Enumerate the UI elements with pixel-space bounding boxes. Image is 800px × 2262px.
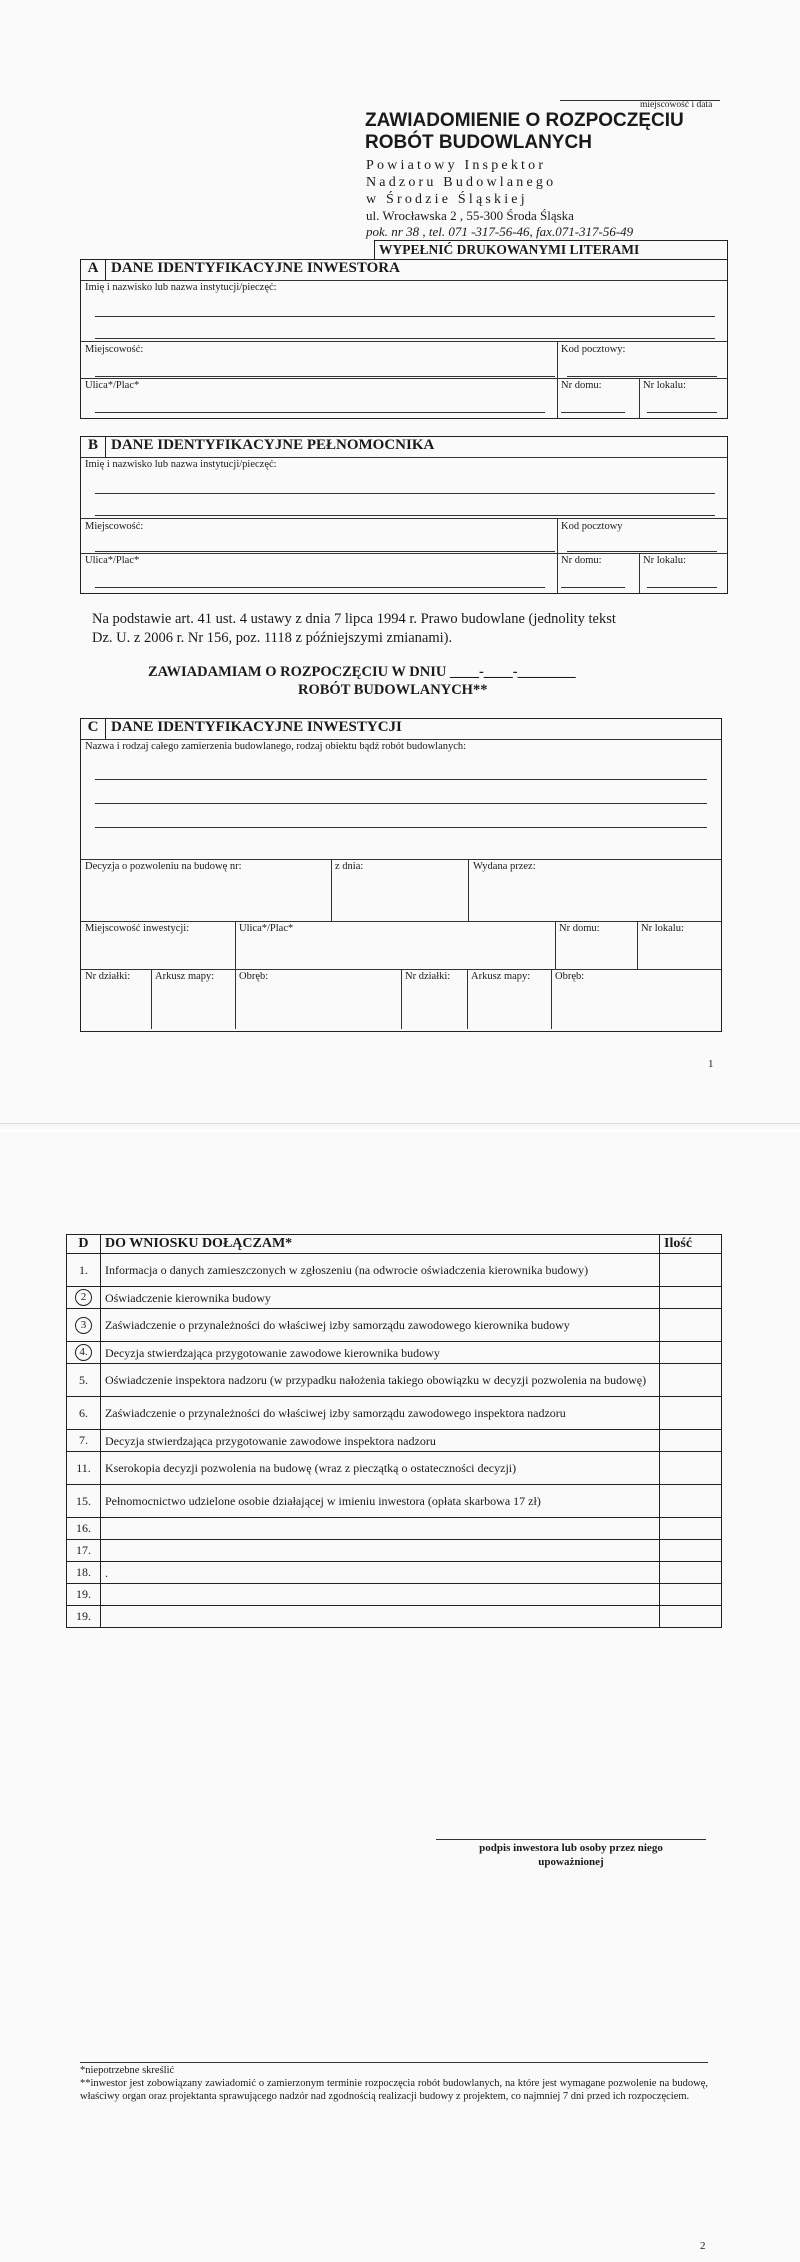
attachment-quantity-field[interactable] xyxy=(660,1309,722,1342)
attachment-row xyxy=(67,1397,722,1430)
footnote-2: **inwestor jest zobowiązany zawiadomić o zamierzonym terminie rozpoczęcia robót budowlanych, na które jest wymagane pozwolenie na budowę, właściwy organ oraz projektanta sprawującego nadzór nad zgodnością realizacji budowy z projektem, co najmniej 7 dni przed ich rozpoczęciem. xyxy=(80,2078,708,2102)
investor-name-field-2[interactable] xyxy=(95,338,715,339)
plot-number-label-1: Nr działki: xyxy=(85,971,131,982)
investment-city-label: Miejscowość inwestycji: xyxy=(85,923,190,934)
authority-line-2: Nadzoru Budowlanego xyxy=(366,175,557,190)
attachments-table xyxy=(66,1234,722,1628)
section-b-title: DANE IDENTYFIKACYJNE PEŁNOMOCNIKA xyxy=(111,437,435,453)
investment-scope-field-3[interactable] xyxy=(95,827,707,828)
attachment-number-text: 18. xyxy=(75,1565,91,1579)
investor-street-field[interactable] xyxy=(95,412,545,413)
permit-date-label: z dnia: xyxy=(335,861,364,872)
attachment-number xyxy=(67,1254,101,1287)
investor-house-field[interactable] xyxy=(561,412,625,413)
fill-note-box xyxy=(374,240,728,260)
footnote-1: *niepotrzebne skreślić xyxy=(80,2065,175,2076)
attachment-quantity-field[interactable] xyxy=(660,1397,722,1430)
proxy-name-field[interactable] xyxy=(95,493,715,494)
section-a-letter: A xyxy=(81,260,106,281)
attachment-row xyxy=(67,1485,722,1518)
start-notice-line[interactable]: ZAWIADAMIAM O ROZPOCZĘCIU W DNIU ____-____-________ xyxy=(148,664,576,680)
attachment-description: Zaświadczenie o przynależności do właściwej izby samorządu zawodowego kierownika budowy xyxy=(100,1309,659,1342)
investor-flat-label: Nr lokalu: xyxy=(643,380,686,391)
precinct-label-2: Obręb: xyxy=(555,971,585,982)
page-number-2: 2 xyxy=(700,2240,706,2252)
attachment-description: Decyzja stwierdzająca przygotowanie zawodowe kierownika budowy xyxy=(100,1342,659,1364)
footnote-separator xyxy=(80,2062,708,2063)
precinct-label-1: Obręb: xyxy=(239,971,269,982)
attachment-number-text: 19. xyxy=(75,1587,91,1601)
legal-basis xyxy=(92,610,732,648)
attachment-row xyxy=(67,1540,722,1562)
attachment-quantity-field[interactable] xyxy=(660,1518,722,1540)
proxy-name-field-2[interactable] xyxy=(95,515,715,516)
title-line-2: ROBÓT BUDOWLANYCH xyxy=(365,132,592,153)
attachment-quantity-field[interactable] xyxy=(660,1562,722,1584)
authority-address: ul. Wrocławska 2 , 55-300 Środa Śląska xyxy=(366,208,574,223)
attachment-description: . xyxy=(100,1562,659,1584)
attachment-number-circled: 2 xyxy=(75,1289,92,1306)
start-notice-line-2: ROBÓT BUDOWLANYCH** xyxy=(298,682,488,698)
attachment-number-text: 17. xyxy=(75,1543,91,1557)
investment-scope-field-1[interactable] xyxy=(95,779,707,780)
section-d-title: DO WNIOSKU DOŁĄCZAM* xyxy=(100,1235,659,1254)
attachment-number-text: 16. xyxy=(75,1521,91,1535)
attachment-row xyxy=(67,1584,722,1606)
proxy-house-field[interactable] xyxy=(561,587,625,588)
proxy-house-label: Nr domu: xyxy=(561,555,602,566)
signature-line[interactable] xyxy=(436,1839,706,1840)
authority-contact: pok. nr 38 , tel. 071 -317-56-46, fax.071-317-56-49 xyxy=(366,224,634,239)
proxy-city-label: Miejscowość: xyxy=(85,521,144,532)
attachment-quantity-field[interactable] xyxy=(660,1287,722,1309)
attachment-number xyxy=(67,1584,101,1606)
title-line-1: ZAWIADOMIENIE O ROZPOCZĘCIU xyxy=(365,110,684,131)
footnotes xyxy=(80,2064,708,2103)
investor-house-label: Nr domu: xyxy=(561,380,602,391)
proxy-postal-field[interactable] xyxy=(567,551,717,552)
attachment-row xyxy=(67,1254,722,1287)
investment-scope-label: Nazwa i rodzaj całego zamierzenia budowlanego, rodzaj obiektu bądź robót budowlanych: xyxy=(85,741,467,752)
attachment-description: Oświadczenie kierownika budowy xyxy=(100,1287,659,1309)
attachment-number xyxy=(67,1364,101,1397)
investor-street-label: Ulica*/Plac* xyxy=(85,380,140,391)
investment-flat-label: Nr lokalu: xyxy=(641,923,684,934)
attachment-description: Zaświadczenie o przynależności do właściwej izby samorządu zawodowego inspektora nadzoru xyxy=(100,1397,659,1430)
authority-line-1: Powiatowy Inspektor xyxy=(366,158,547,173)
legal-line-1: Na podstawie art. 41 ust. 4 ustawy z dnia 7 lipca 1994 r. Prawo budowlane (jednolity tekst xyxy=(92,611,616,627)
attachments-header-row xyxy=(67,1235,722,1254)
section-d-letter: D xyxy=(67,1235,101,1254)
attachment-row xyxy=(67,1287,722,1309)
attachment-description xyxy=(100,1540,659,1562)
attachment-number xyxy=(67,1562,101,1584)
authority-line-3: w Środzie Śląskiej xyxy=(366,192,528,207)
attachment-description: Informacja o danych zamieszczonych w zgłoszeniu (na odwrocie oświadczenia kierownika budowy) xyxy=(100,1254,659,1287)
section-c-title: DANE IDENTYFIKACYJNE INWESTYCJI xyxy=(111,719,402,735)
attachment-number-text: 5. xyxy=(78,1372,88,1387)
attachment-description: Kserokopia decyzji pozwolenia na budowę (wraz z pieczątką o ostateczności decyzji) xyxy=(100,1452,659,1485)
attachment-description xyxy=(100,1606,659,1628)
section-c xyxy=(80,718,722,1032)
attachment-quantity-field[interactable] xyxy=(660,1430,722,1452)
attachment-number xyxy=(67,1606,101,1628)
attachment-quantity-field[interactable] xyxy=(660,1584,722,1606)
attachment-number-text: 7. xyxy=(78,1433,88,1447)
attachment-row xyxy=(67,1430,722,1452)
attachment-row xyxy=(67,1518,722,1540)
attachment-number-text: 11. xyxy=(76,1460,91,1475)
attachment-number xyxy=(67,1430,101,1452)
attachment-row xyxy=(67,1309,722,1342)
investment-house-label: Nr domu: xyxy=(559,923,600,934)
page-number-1: 1 xyxy=(708,1058,714,1070)
proxy-street-label: Ulica*/Plac* xyxy=(85,555,140,566)
section-a-title: DANE IDENTYFIKACYJNE INWESTORA xyxy=(111,260,400,276)
attachment-quantity-field[interactable] xyxy=(660,1364,722,1397)
attachment-number-text: 1. xyxy=(78,1262,88,1277)
section-a xyxy=(80,259,728,419)
attachment-number xyxy=(67,1287,101,1309)
attachment-quantity-field[interactable] xyxy=(660,1485,722,1518)
attachment-row xyxy=(67,1562,722,1584)
attachment-row xyxy=(67,1452,722,1485)
attachment-quantity-field[interactable] xyxy=(660,1606,722,1628)
attachment-number xyxy=(67,1397,101,1430)
plot-number-label-2: Nr działki: xyxy=(405,971,451,982)
investor-flat-field[interactable] xyxy=(647,412,717,413)
fill-note-text: WYPEŁNIĆ DRUKOWANYMI LITERAMI xyxy=(379,242,640,257)
attachment-quantity-field[interactable] xyxy=(660,1254,722,1287)
attachment-number-circled: 3 xyxy=(75,1317,92,1334)
attachment-number-text: 19. xyxy=(75,1609,91,1623)
attachment-number-text: 6. xyxy=(78,1405,88,1420)
page-separator xyxy=(0,1123,800,1132)
attachment-description xyxy=(100,1518,659,1540)
section-b-letter: B xyxy=(81,437,106,458)
investor-city-field[interactable] xyxy=(95,376,555,377)
attachment-quantity-field[interactable] xyxy=(660,1342,722,1364)
attachment-description: Oświadczenie inspektora nadzoru (w przypadku nałożenia takiego obowiązku w decyzji pozwolenia na budowę) xyxy=(100,1364,659,1397)
investment-street-label: Ulica*/Plac* xyxy=(239,923,294,934)
investor-postal-label: Kod pocztowy: xyxy=(561,344,626,355)
proxy-street-field[interactable] xyxy=(95,587,545,588)
map-sheet-label-2: Arkusz mapy: xyxy=(471,971,531,982)
attachment-quantity-field[interactable] xyxy=(660,1540,722,1562)
investor-name-field[interactable] xyxy=(95,316,715,317)
signature-caption xyxy=(436,1841,706,1869)
proxy-flat-label: Nr lokalu: xyxy=(643,555,686,566)
signature-caption-line-2: upoważnionej xyxy=(538,1856,604,1868)
attachment-number xyxy=(67,1518,101,1540)
quantity-header: Ilość xyxy=(660,1235,722,1254)
map-sheet-label-1: Arkusz mapy: xyxy=(155,971,215,982)
attachment-number xyxy=(67,1309,101,1342)
attachment-number-circled: 4. xyxy=(75,1344,92,1361)
investor-name-label: Imię i nazwisko lub nazwa instytucji/pieczęć: xyxy=(85,282,277,293)
investment-scope-field-2[interactable] xyxy=(95,803,707,804)
proxy-flat-field[interactable] xyxy=(647,587,717,588)
form-title xyxy=(365,110,684,154)
proxy-postal-label: Kod pocztowy xyxy=(561,521,623,532)
attachment-description: Decyzja stwierdzająca przygotowanie zawodowe inspektora nadzoru xyxy=(100,1430,659,1452)
attachment-number xyxy=(67,1485,101,1518)
date-place-label: miejscowość i data xyxy=(640,100,713,110)
attachment-number-text: 15. xyxy=(75,1493,91,1508)
attachment-number xyxy=(67,1540,101,1562)
attachment-row xyxy=(67,1606,722,1628)
signature-caption-line-1: podpis inwestora lub osoby przez niego xyxy=(479,1842,663,1854)
legal-line-2: Dz. U. z 2006 r. Nr 156, poz. 1118 z późniejszymi zmianami). xyxy=(92,630,453,646)
permit-issuer-label: Wydana przez: xyxy=(473,861,536,872)
attachment-quantity-field[interactable] xyxy=(660,1452,722,1485)
permit-number-label: Decyzja o pozwoleniu na budowę nr: xyxy=(85,861,242,872)
authority-name xyxy=(366,157,556,208)
investor-city-label: Miejscowość: xyxy=(85,344,144,355)
section-b xyxy=(80,436,728,594)
attachment-description xyxy=(100,1584,659,1606)
attachment-row xyxy=(67,1364,722,1397)
proxy-name-label: Imię i nazwisko lub nazwa instytucji/pieczęć: xyxy=(85,459,277,470)
attachment-number xyxy=(67,1342,101,1364)
section-c-letter: C xyxy=(81,719,106,740)
attachment-row xyxy=(67,1342,722,1364)
proxy-city-field[interactable] xyxy=(95,551,555,552)
investor-postal-field[interactable] xyxy=(567,376,717,377)
attachment-description: Pełnomocnictwo udzielone osobie działającej w imieniu inwestora (opłata skarbowa 17 zł) xyxy=(100,1485,659,1518)
attachment-number xyxy=(67,1452,101,1485)
